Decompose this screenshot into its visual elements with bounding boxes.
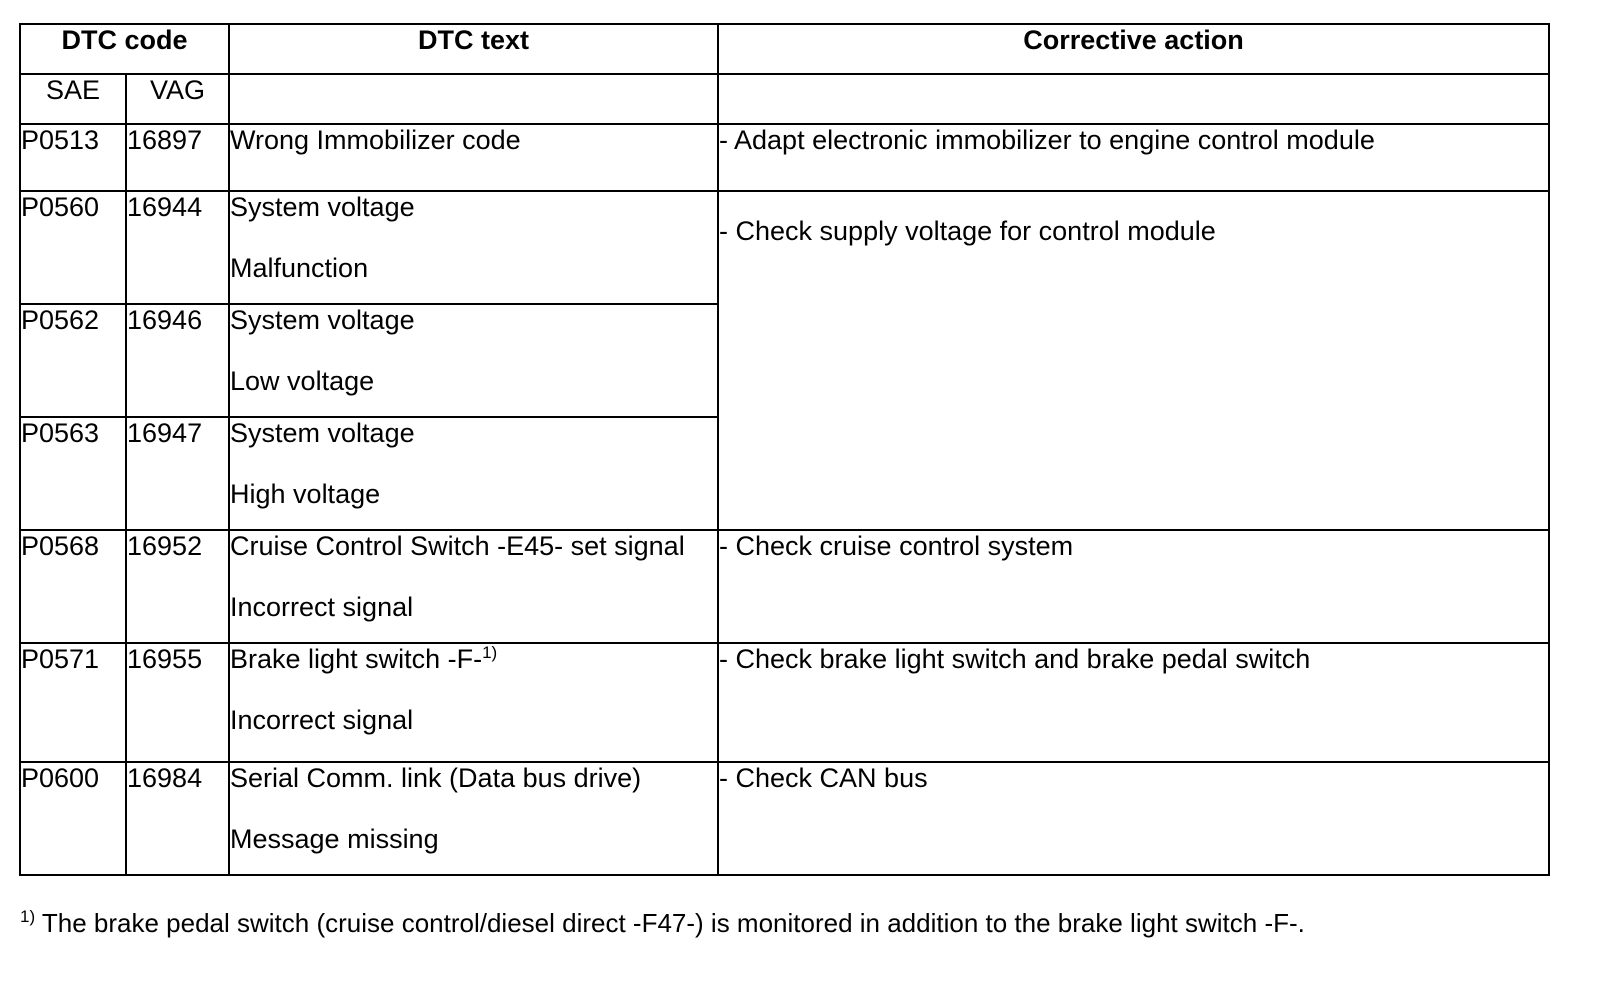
corrective-action: - Adapt electronic immobilizer to engine control module [718,124,1549,191]
dtc-text-line1: Cruise Control Switch -E45- set signal [230,531,685,561]
sae-code: P0571 [20,643,126,762]
footnote-marker: 1) [20,907,36,926]
dtc-text-line2: High voltage [230,479,381,509]
footnote-ref: 1) [482,643,498,662]
dtc-text-line1: System voltage [230,418,415,448]
subheader-row [20,74,1549,124]
corrective-action: - Check cruise control system [718,530,1549,643]
vag-code: 16952 [126,530,229,643]
dtc-text [229,643,718,762]
footnote [20,908,1305,939]
corrective-action: - Check CAN bus [718,762,1549,875]
sae-code: P0562 [20,304,126,417]
dtc-text [229,191,718,304]
header-row [20,24,1549,74]
dtc-text-line1-main: Brake light switch -F- [230,644,483,674]
sae-code: P0560 [20,191,126,304]
dtc-text-line1: System voltage [230,192,415,222]
table-row [20,643,1549,762]
vag-code: 16946 [126,304,229,417]
footnote-text: The brake pedal switch (cruise control/diesel direct -F47-) is monitored in addition to the brake light switch -F-. [35,908,1305,938]
dtc-text-line1 [230,644,717,675]
vag-code: 16984 [126,762,229,875]
dtc-text-line1: Serial Comm. link (Data bus drive) [230,763,642,793]
dtc-text-line1: System voltage [230,305,415,335]
subheader-empty-action [718,74,1549,124]
sae-code: P0568 [20,530,126,643]
sae-code: P0513 [20,124,126,191]
dtc-text-line2: Low voltage [230,366,375,396]
corrective-action: - Check supply voltage for control module [718,191,1549,530]
dtc-text [229,762,718,875]
table-row [20,530,1549,643]
dtc-text-line2: Incorrect signal [230,705,414,735]
dtc-text-line2: Incorrect signal [230,592,414,622]
sae-code: P0600 [20,762,126,875]
vag-code: 16955 [126,643,229,762]
dtc-text [229,124,718,191]
subheader-vag: VAG [126,74,229,124]
vag-code: 16947 [126,417,229,530]
dtc-text-line2: Malfunction [230,253,369,283]
header-dtc-code: DTC code [20,24,229,74]
subheader-empty-text [229,74,718,124]
dtc-text [229,417,718,530]
sae-code: P0563 [20,417,126,530]
header-dtc-text: DTC text [229,24,718,74]
table-row [20,762,1549,875]
header-corrective-action: Corrective action [718,24,1549,74]
vag-code: 16944 [126,191,229,304]
subheader-sae: SAE [20,74,126,124]
vag-code: 16897 [126,124,229,191]
dtc-text [229,304,718,417]
table-row [20,191,1549,304]
table-row [20,124,1549,191]
dtc-text-line1: Wrong Immobilizer code [230,125,521,155]
dtc-text [229,530,718,643]
dtc-text-line2: Message missing [230,824,439,854]
dtc-table [19,23,1550,876]
corrective-action: - Check brake light switch and brake pedal switch [718,643,1549,762]
